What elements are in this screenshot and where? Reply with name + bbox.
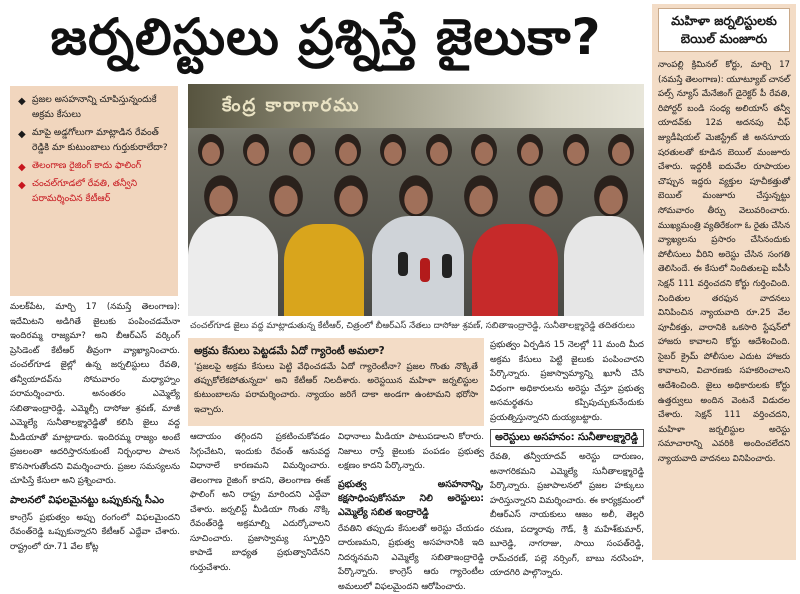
crowd-back-row [188,134,644,166]
center-column-b-text: విధానాలు మీడియా పాటుపడాలని కోరారు. నిజాలు రాస్తే జైలుకు పంపడం ప్రభుత్వ లక్షణం కాదని పేర్కొన్నారు. [338,430,484,474]
center-column-b-subhead: ప్రభుత్వ అసహనాన్ని, కక్షసాధింపుకోసమా నిలి అరెస్టులు: ఎమ్మెల్యే సబిత ఇంద్రారెడ్డి [338,478,484,520]
center-column-b-body: రేవతిని తప్పుడు కేసులతో అరెస్టు చేయడం దారుణమని, ప్రభుత్వ అసహనానికి ఇది నిదర్శనమని ఎమ్మెల్యే సబితాఇంద్రారెడ్డి పేర్కొన్నారు. కాంగ్రెస్ ఆరు గ్యారెంటీల అమలులో విఫలమైందని ఆరోపించారు. [338,522,484,594]
jail-banner: కేంద్ర కారాగారము [188,84,644,128]
highlight-item [16,158,172,173]
right-column [490,338,644,560]
left-subhead: పాలనలో విఫలమైనట్టు ఒప్పుకున్న సీఎం [10,493,180,509]
photo-caption: చంచల్‌గూడ జైలు వద్ద మాట్లాడుతున్న కేటీఆర్, చిత్రంలో బీఆర్ఎస్ నేతలు దాసోజు శ్రవణ్, సబితాఇంద్రారెడ్డి, సునీతాలక్ష్మారెడ్డి తదితరులు [190,317,644,335]
highlight-item [16,176,172,206]
highlights-box [10,86,178,296]
person-head [471,134,497,166]
person-body [188,216,278,316]
person-head [204,175,238,217]
person-head [334,175,368,217]
center-box-title: అక్రమ కేసులు పెట్టడమే ఏదో గ్యారెంటీ అమలా? [194,342,478,360]
person-head [517,134,543,166]
left-body-2: కాంగ్రెస్ ప్రభుత్వం అప్పు రంగంలో విఫలమైందని రేవంత్‌రెడ్డి ఒప్పుకున్నారని కేటీఆర్ ఎద్దేవా చేశారు. రాష్ట్రంలో రూ.71 వేల కోట్ల [10,511,180,555]
highlight-text: తెలంగాణ రైజింగ్ కాదు ఫాలింగ్ [32,160,141,171]
headline: జర్నలిస్టులు ప్రశ్నిస్తే జైలుకా? [8,4,644,72]
highlight-text: మాపై అడ్డగోలుగా మాట్లాడిన రేవంత్ రెడ్డికి మా కుటుంబాలు గుర్తుకురాలేదా? [32,127,168,153]
right-body-1: ప్రభుత్వం ఏర్పడిన 15 నెలల్లో 11 మంది మీద అక్రమ కేసులు పెట్టి జైలుకు పంపించారని పేర్కొన్నారు. ప్రజాస్వామ్యాన్ని ఖూనీ చేసే విధంగా అధికారులను అరెస్టు చేస్తూ ప్రభుత్వ అసమర్థతను కప్పిపుచ్చుకునేందుకు ప్రయత్నిస్తున్నారని దుయ్యబట్టారు. [490,338,644,425]
center-column-a-text: ఆదాయం తగ్గిందని ప్రకటించుకోవడం సిగ్గుచేటని, ఇందుకు రేవంత్ ఆనువద్ద విధానాలే కారణమని విమర్శించారు. తెలంగాణ రైజింగ్ కాదని, తెలంగాణ ఈజ్ ఫాలింగ్ అని రాష్ట్ర మారిందని ఎద్దేవా చేశారు. జర్నలిస్ట్ మీడియా గొంతు నొక్కి రేవంత్‌రెడ్డి అక్రమాల్ని ఎదుర్కోవాలని సూచించారు. ప్రజాస్వామ్య స్ఫూర్తిని కాపాడే బాధ్యత ప్రభుత్వానిదేనని గుర్తుచేశారు. [190,430,330,575]
center-highlight-box [188,338,484,426]
bullet-icon: ◆ [18,94,26,109]
person-head [269,175,303,217]
left-column [10,300,180,560]
right-body-2: రేవతి, తన్వీయాదవ్ అరెస్టు దారుణం, అనాగరికమని ఎమ్మెల్యే సునీతాలక్ష్మారెడ్డి పేర్కొన్నారు. ప్రజాపాలనలో ప్రజల హక్కులు హరిస్తున్నారని విమర్శించారు. ఈ కార్యక్రమంలో బీఆర్ఎస్ నాయకులు ఆజం అలీ, తెల్లరి రమణ, పద్మారావు గౌడ్, శ్రీ మహేశ్‌కుమార్, బూరెడ్డి, నాగరాజు, సాయి సంపత్‌రెడ్డి, రామ్‌చరణ్, పల్లె నర్సింగ్, బాబు నరసింహ, యాదగిరి పాల్గొన్నారు. [490,450,644,581]
sidebar-body: నాంపల్లి క్రిమినల్ కోర్టు, మార్చి 17 (నమస్తే తెలంగాణ): యూట్యూబ్ చానల్ పల్స్ న్యూస్ మేనేజింగ్ డైరెక్టర్ పీ రేవతి, రిపోర్టర్ బండి సంధ్య అలియాస్ తన్వీ యాదవ్‌కు 12వ అదనపు చీఫ్ జ్యుడీషియల్ మెజిస్ట్రేట్ జీ అనసూయ షరతులతో కూడిన బెయిల్ మంజూరు చేశారు. ఇద్దరికీ ఐదువేల రూపాయల చొప్పున ఇద్దరు వ్యక్తుల పూచీకత్తుతో బెయిల్ మంజూరు చేస్తున్నట్టు సోమవారం తీర్పు వెలువరించారు. ముఖ్యమంత్రి వ్యతిరేకంగా ఓ రైతు చేసిన వ్యాఖ్యలను ప్రసారం చేసినందుకు పోలీసులు వీరిని అరెస్టు చేసిన సంగతి తెలిసిందే. ఈ కేసులో నిందితులపై ఐపీసీ సెక్షన్ 111 వర్తించదని కోర్టు గుర్తించింది. నిందితుల తరఫున వాదనలు వినిపించిన న్యాయవాది రూ.25 వేల పూచీకత్తు, వారానికి ఒకసారి స్టేషన్‌లో హాజరు కావాలని కోర్టు ఆదేశించింది. సైబర్ క్రైమ్ పోలీసుల ఎదుట హాజరు కావాలని, విచారణకు సహకరించాలని ఆదేశించింది. జైలు అధికారులకు కోర్టు ఉత్తర్వులు అందిన వెంటనే విడుదల చేశారు. సెక్షన్ 111 వర్తించదని, మహిళా జర్నలిస్టుల అరెస్టు సమాచారాన్ని ఎవరికి అందించలేదని న్యాయవాది వాదనలు వినిపించారు. [652,52,796,467]
center-column-b [338,430,484,560]
person-body-red-saree [472,224,558,316]
sidebar-story [652,4,796,560]
person-head [608,134,634,166]
person-head [464,175,498,217]
person-body-yellow-saree [284,224,364,316]
person-head [426,134,452,166]
microphone-icon [420,258,430,282]
press-photo [188,84,644,316]
person-head [335,134,361,166]
highlight-item [16,92,172,122]
person-head [399,175,433,217]
microphone-icon [398,252,408,276]
person-head [243,134,269,166]
person-head [563,134,589,166]
person-head [380,134,406,166]
bullet-icon: ◆ [18,127,26,142]
left-body: మలక్‌పేట, మార్చి 17 (నమస్తే తెలంగాణ): ఇదేమిటని అడిగితే జైలుకు పంపించడమేనా ఇందిరమ్మ రాజ్యమా? అని బీఆర్ఎస్ వర్కింగ్ ప్రెసిడెంట్ కేటీఆర్ తీవ్రంగా వ్యాఖ్యానించారు. చంచల్‌గూడ జైల్లో ఉన్న జర్నలిస్టులు రేవతి, తన్వీయాదవ్‌ను సోమవారం మధ్యాహ్నం పరామర్శించారు. అనంతరం ఎమ్మెల్యే సబితాఇంద్రారెడ్డి, ఎమ్మెల్సీ దాసోజు శ్రవణ్, మాజీ ఎమ్మెల్యే సునీతాలక్ష్మారెడ్డితో కలిసి జైలు వద్ద మీడియాతో మాట్లాడారు. ఇందిరమ్మ రాజ్యం అంటే ప్రజలంతా ఆదరిస్తారనుకుంటే నిర్బంధాల పాలన కొనసాగుతోందని విమర్శించారు. ప్రజల సమస్యలను చూపిస్తే కేసులా అని ప్రశ్నించారు. [10,300,180,489]
highlight-text: ప్రజల అసహనాన్ని చూపిస్తున్నందుకే అక్రమ కేసులు [32,94,157,120]
person-head [198,134,224,166]
person-head [595,175,629,217]
person-body [564,216,644,316]
microphone-icon [442,254,452,278]
highlight-item [16,125,172,155]
right-subhead: అరెస్టులు అసహనం: సునీతాలక్ష్మారెడ్డి [490,429,644,447]
bullet-icon: ◆ [18,178,26,193]
person-head [289,134,315,166]
center-column-a [190,430,330,560]
bullet-icon: ◆ [18,160,26,175]
center-box-body: 'ప్రజలపై అక్రమ కేసులు పెట్టి వేధించడమే ఏదో గ్యారెంటీనా? ప్రజల గొంతు నొక్కితే తప్పుకోలేకపోతున్నదా' అని కేటీఆర్ నిలదీశారు. అరెస్టయిన మహిళా జర్నలిస్టుల కుటుంబాలను పరామర్శించారు. న్యాయం జరిగే దాకా అండగా ఉంటామని భరోసా ఇచ్చారు. [194,360,478,417]
sidebar-heading: మహిళా జర్నలిస్టులకు బెయిల్ మంజూరు [658,8,790,52]
person-head [529,175,563,217]
crowd-front-row [188,180,644,212]
highlight-text: చంచల్‌గూడలో రేవతి, తన్వీని పరామర్శించిన కేటీఆర్ [32,178,137,204]
